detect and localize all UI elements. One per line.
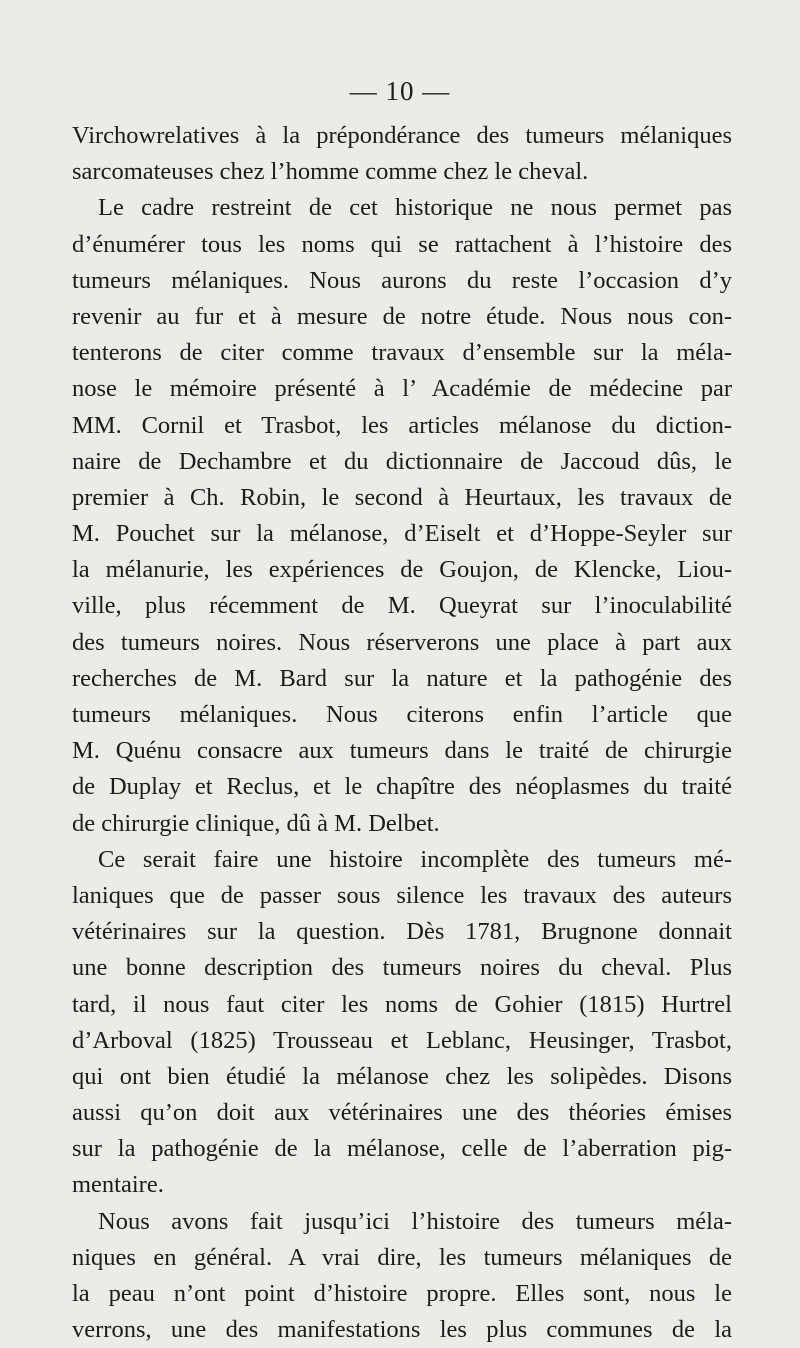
text-line: M. Pouchet sur la mélanose, d’Eiselt et d’Hoppe-Seyler sur xyxy=(72,520,732,548)
text-line: tumeurs mélaniques. Nous aurons du reste l’occasion d’y xyxy=(72,266,732,294)
text-line: Nous avons fait jusqu’ici l’histoire des tumeurs méla- xyxy=(98,1207,732,1235)
text-line: tard, il nous faut citer les noms de Gohier (1815) Hurtrel xyxy=(72,990,732,1018)
text-line: verrons, une des manifestations les plus communes de la xyxy=(72,1316,732,1344)
text-line: MM. Cornil et Trasbot, les articles mélanose du diction- xyxy=(72,411,732,439)
text-line: premier à Ch. Robin, le second à Heurtaux, les travaux de xyxy=(72,483,732,511)
page-number: — 10 — xyxy=(349,76,451,106)
text-line: la peau n’ont point d’histoire propre. Elles sont, nous le xyxy=(72,1280,732,1307)
text-line: niques en général. A vrai dire, les tumeurs mélaniques de xyxy=(72,1243,732,1271)
text-line: sarcomateuses chez l’homme comme chez le cheval. xyxy=(72,158,589,186)
text-line: M. Quénu consacre aux tumeurs dans le traité de chirurgie xyxy=(72,737,732,765)
text-line: d’Arboval (1825) Trousseau et Leblanc, Heusinger, Trasbot, xyxy=(72,1026,732,1054)
text-line: de Duplay et Reclus, et le chapître des néoplasmes du traité xyxy=(72,773,732,801)
text-line: Virchowrelatives à la prépondérance des tumeurs mélaniques xyxy=(72,122,732,149)
text-line: de chirurgie clinique, dû à M. Delbet. xyxy=(72,809,440,837)
text-line: sur la pathogénie de la mélanose, celle de l’aberration pig- xyxy=(72,1135,732,1163)
text-line: tumeurs mélaniques. Nous citerons enfin l’article que xyxy=(72,701,732,728)
text-line: une bonne description des tumeurs noires du cheval. Plus xyxy=(72,954,732,982)
text-line: mentaire. xyxy=(72,1171,164,1199)
text-line: laniques que de passer sous silence les travaux des auteurs xyxy=(72,881,732,909)
text-line: recherches de M. Bard sur la nature et la pathogénie des xyxy=(72,664,732,692)
text-line: des tumeurs noires. Nous réserverons une place à part aux xyxy=(72,628,732,656)
text-line: ville, plus récemment de M. Queyrat sur l’inoculabilité xyxy=(72,592,732,620)
text-line: Ce serait faire une histoire incomplète des tumeurs mé- xyxy=(98,845,732,873)
text-line: qui ont bien étudié la mélanose chez les solipèdes. Disons xyxy=(72,1062,732,1090)
text-line: naire de Dechambre et du dictionnaire de Jaccoud dûs, le xyxy=(72,447,732,475)
body-text xyxy=(72,118,732,1348)
text-line: la mélanurie, les expériences de Goujon, de Klencke, Liou- xyxy=(72,556,732,584)
text-line: nose le mémoire présenté à l’ Académie de médecine par xyxy=(72,375,732,403)
text-line: tenterons de citer comme travaux d’ensemble sur la méla- xyxy=(72,339,732,367)
text-line: aussi qu’on doit aux vétérinaires une des théories émises xyxy=(72,1099,732,1127)
text-line: d’énumérer tous les noms qui se rattachent à l’histoire des xyxy=(72,230,732,258)
text-line: Le cadre restreint de cet historique ne nous permet pas xyxy=(98,194,732,222)
text-line: vétérinaires sur la question. Dès 1781, Brugnone donnait xyxy=(72,918,732,946)
text-line: revenir au fur et à mesure de notre étude. Nous nous con- xyxy=(72,302,732,330)
